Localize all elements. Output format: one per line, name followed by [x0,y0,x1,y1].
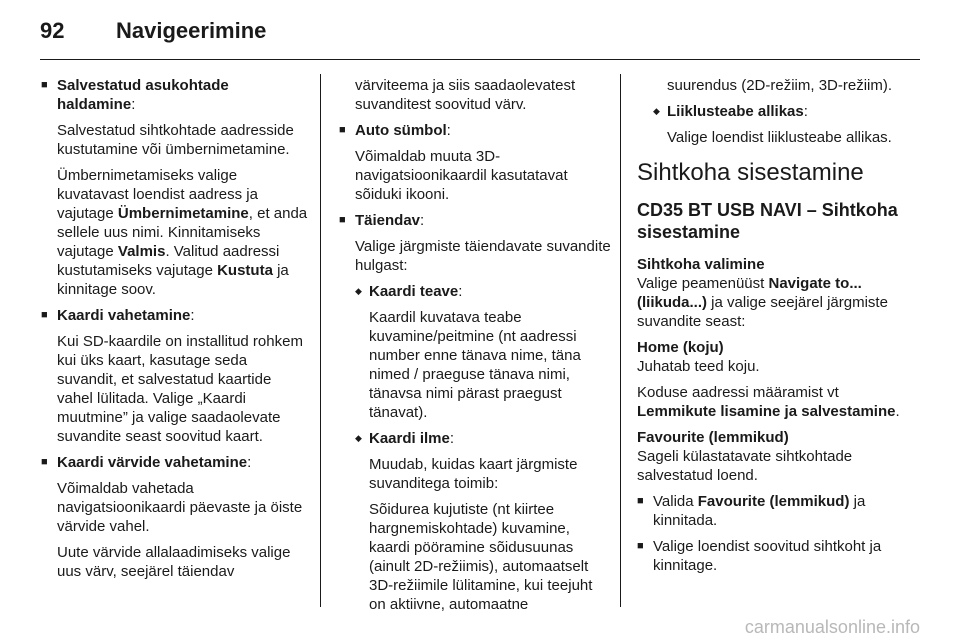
sub-bullet-item: ◆ Kaardi teave: [339,282,611,301]
section-heading: Sihtkoha sisestamine [637,159,864,186]
bullet-item: ■ Salvestatud asukohtade haldamine: [41,76,311,114]
item-title: Täiendav [355,212,421,229]
column-1 [41,76,311,588]
paragraph: Sageli külastatavate sihtkohtade salvestatud loend. [637,448,853,484]
item-title: Kaardi teave [369,283,459,300]
column-3 [637,76,920,582]
item-title: Kaardi ilme [369,430,450,447]
paragraph: Valige loendist liiklusteabe allikas. [667,129,892,146]
bullet-item: ■ Täiendav: [339,211,611,230]
label-heading: Sihtkoha valimine [637,256,765,273]
column-2 [339,76,611,621]
paragraph: Võimaldab muuta 3D-navigatsioonikaardil kasutatavat sõiduki ikooni. [355,148,568,203]
paragraph: Uute värvide allalaadimiseks valige uus värv, seejärel täiendav [57,544,291,580]
item-title: Liiklusteabe allikas [667,103,804,120]
watermark: carmanualsonline.info [744,617,920,637]
bullet-item: ■ Valida Favourite (lemmikud) ja kinnitada. [637,492,920,530]
paragraph: Kaardil kuvatava teabe kuvamine/peitmine (nt aadressi number enne tänava nime, täna nimed / praeguse tänava nimi, tänavsa nimi pärast praegust tänavat). [369,309,581,421]
bullet-item: ■ Auto sümbol: [339,121,611,140]
label-heading: Home (koju) [637,339,724,356]
header-divider [40,59,920,60]
sub-bullet-item: ◆ Liiklusteabe allikas: [637,102,920,121]
paragraph: Muudab, kuidas kaart järgmiste suvanditega toimib: [369,456,578,492]
paragraph: Kui SD-kaardile on installitud rohkem kui üks kaart, kasutage seda suvandit, et salvestatud kaartide vahel lülitada. Valige „Kaardi muutmine” ja valige saadaolevate suvandite seast soovitud kaart. [57,333,303,445]
paragraph: Võimaldab vahetada navigatsioonikaardi päevaste ja öiste värvide vahel. [57,480,303,535]
paragraph: värviteema ja siis saadaolevatest suvanditest soovitud värv. [355,77,576,113]
paragraph: suurendus (2D-režiim, 3D-režiim). [667,77,893,94]
paragraph: Valige peamenüüst Navigate to... (liikuda...) ja valige seejärel järgmiste suvandite seast: [637,275,888,330]
column-divider-2 [620,74,621,607]
paragraph: Valige järgmiste täiendavate suvandite hulgast: [355,238,611,274]
paragraph: Koduse aadressi määramist vt Lemmikute lisamine ja salvestamine. [637,384,900,420]
paragraph: Juhatab teed koju. [637,358,760,375]
item-title: Salvestatud asukohtade haldamine [57,77,229,113]
paragraph: Sõidurea kujutiste (nt kiirtee hargnemiskohtade) kuvamine, kaardi pööramine sõidusuunas (ainult 2D-režiimis), automaatselt 3D-režiimile lülitamine, kui teejuht on aktiivne, automaatne [369,501,593,613]
label-heading: Favourite (lemmikud) [637,429,789,446]
subsection-heading: CD35 BT USB NAVI – Sihtkoha sisestamine [637,200,898,242]
column-divider-1 [320,74,321,607]
page-number: 92 [40,18,65,43]
item-title: Auto sümbol [355,122,447,139]
page-header [40,18,920,48]
bullet-item: ■ Kaardi vahetamine: [41,306,311,325]
item-title: Kaardi värvide vahetamine [57,454,248,471]
paragraph: Ümbernimetamiseks valige kuvatavast loendist aadress ja vajutage Ümbernimetamine, et anda sellele uus nimi. Kinnitamiseks vajutage Valmis. Valitud aadressi kustutamiseks vajutage Kustuta ja kinnitage soov. [57,167,308,298]
sub-bullet-item: ◆ Kaardi ilme: [339,429,611,448]
bullet-item: ■ Valige loendist soovitud sihtkoht ja kinnitage. [637,537,920,575]
item-title: Kaardi vahetamine [57,307,191,324]
bullet-item: ■ Kaardi värvide vahetamine: [41,453,311,472]
paragraph: Salvestatud sihtkohtade aadresside kustutamine või ümbernimetamine. [57,122,294,158]
page-title: Navigeerimine [116,18,267,43]
